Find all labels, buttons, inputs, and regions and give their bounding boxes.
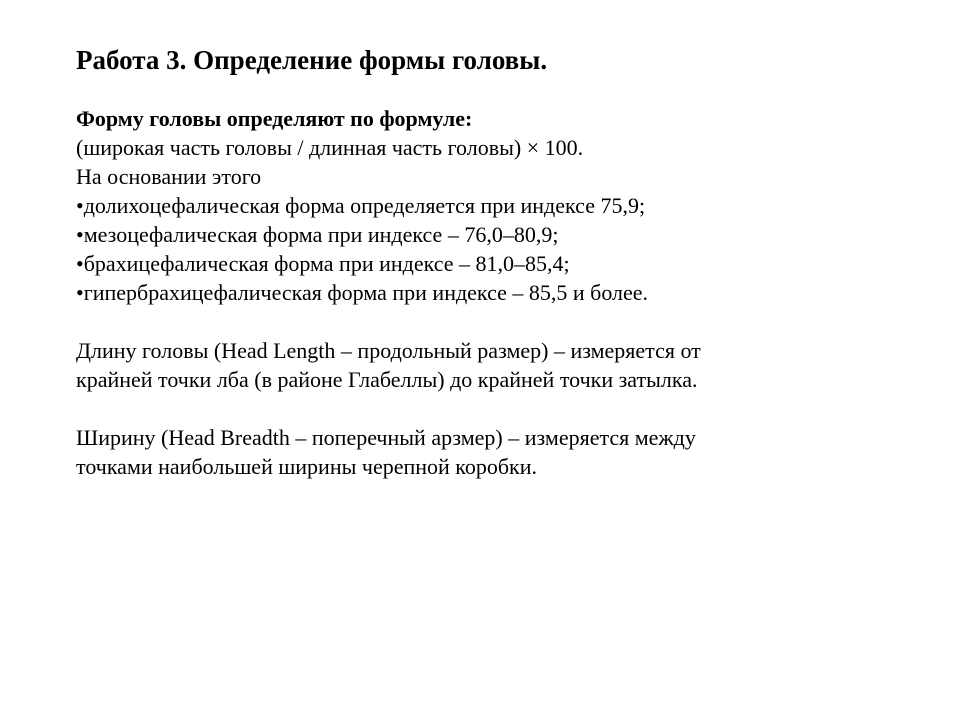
paragraph-line: Длину головы (Head Length – продольный размер) – измеряется от xyxy=(76,338,701,363)
spacer xyxy=(76,307,896,336)
list-item-mesocephalic: •мезоцефалическая форма при индексе – 76,0–80,9; xyxy=(76,222,559,247)
spacer xyxy=(76,394,896,423)
slide-body xyxy=(76,104,896,481)
slide-title: Работа 3. Определение формы головы. xyxy=(76,45,548,75)
list-item-brachycephalic: •брахицефалическая форма при индексе – 81,0–85,4; xyxy=(76,251,570,276)
head-breadth-paragraph xyxy=(76,423,896,481)
slide-content xyxy=(76,36,896,481)
basis-text: На основании этого xyxy=(76,164,262,189)
paragraph-line: крайней точки лба (в районе Глабеллы) до крайней точки затылка. xyxy=(76,367,698,392)
paragraph-line: точками наибольшей ширины черепной коробки. xyxy=(76,454,538,479)
head-length-paragraph xyxy=(76,336,896,394)
list-item-dolichocephalic: •долихоцефалическая форма определяется при индексе 75,9; xyxy=(76,193,646,218)
formula-heading: Форму головы определяют по формуле: xyxy=(76,106,473,131)
formula-text: (широкая часть головы / длинная часть головы) × 100. xyxy=(76,135,584,160)
head-form-list xyxy=(76,191,896,307)
list-item-hyperbrachycephalic: •гипербрахицефалическая форма при индексе – 85,5 и более. xyxy=(76,280,649,305)
paragraph-line: Ширину (Head Breadth – поперечный арзмер) – измеряется между xyxy=(76,425,696,450)
